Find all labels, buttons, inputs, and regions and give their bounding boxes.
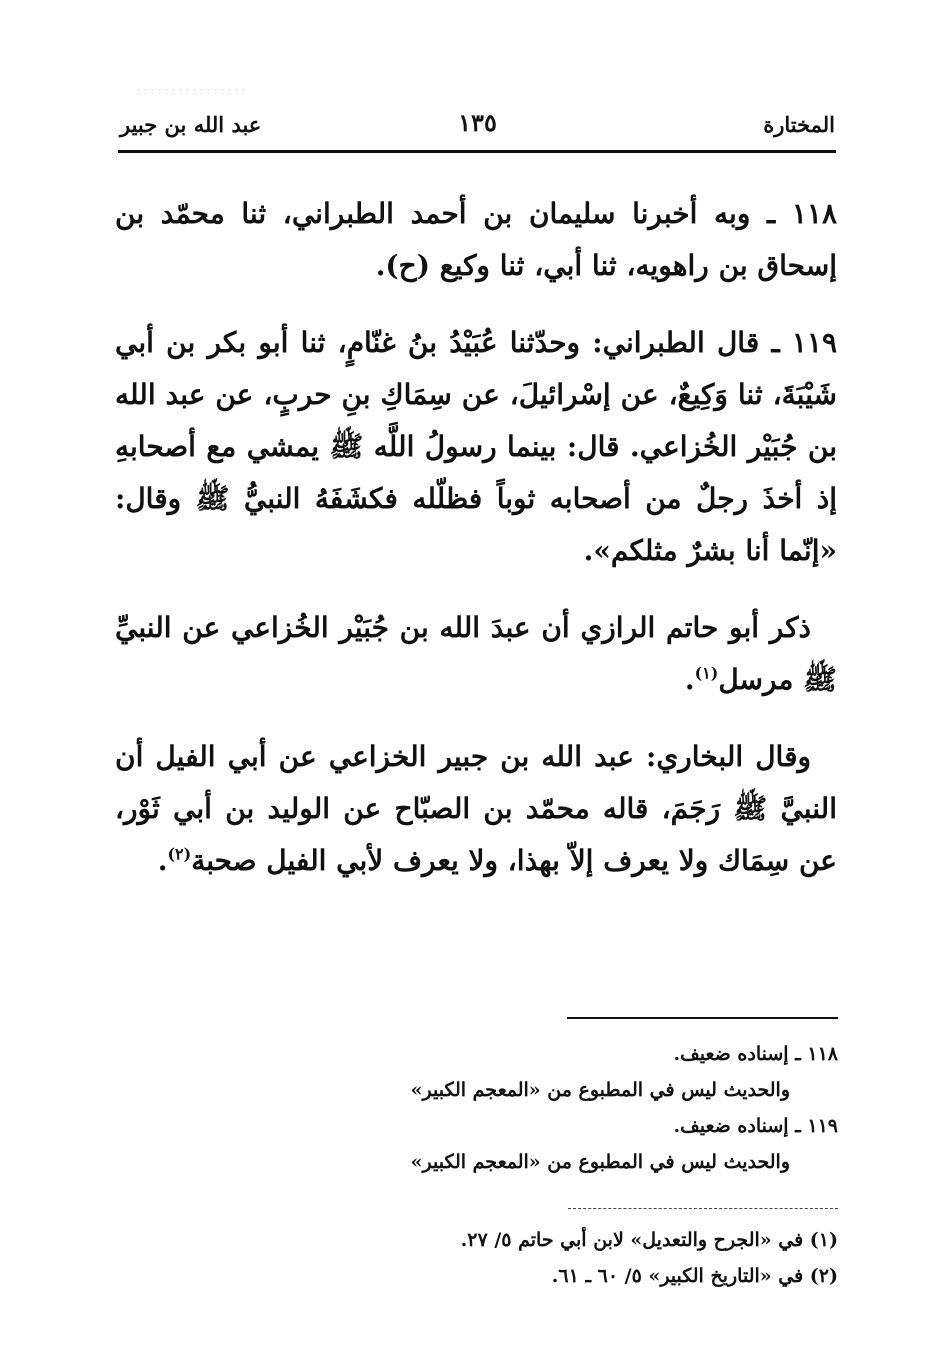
footnote-ref-2: (٢) <box>167 844 192 864</box>
note-118: ١١٨ ـ إسناده ضعيف. <box>673 1043 838 1065</box>
commentary-abu-hatim-text: ذكر أبو حاتم الرازي أن عبدَ الله بن جُبَيْر الخُزاعي عن النبيِّ ﷺ مرسل <box>115 611 837 696</box>
book-title: المختارة <box>763 112 835 137</box>
hadith-119: ١١٩ ـ قال الطبراني: وحدّثنا عُبَيْدُ بنُ غنّامٍ، ثنا أبو بكر بن أبي شَيْبَةَ، ثنا وَكِيعٌ، عن إسْرائيلَ، عن سِمَاكِ بنِ حربٍ، عن عبد الله بن جُبَيْر الخُزاعي. قال: بينما رسولُ اللَّه ﷺ يمشي مع أصحابهِ إذ أخذَ رجلٌ من أصحابه ثوباً فظلّله فكشَفَهُ النبيُّ ﷺ وقال: «إنّما أنا بشرٌ مثلكم». <box>115 326 837 567</box>
note-118-detail: والحديث ليس في المطبوع من «المعجم الكبير» <box>410 1079 790 1101</box>
header-rule <box>118 150 836 153</box>
note-119: ١١٩ ـ إسناده ضعيف. <box>673 1115 838 1137</box>
commentary-bukhari-text: وقال البخاري: عبد الله بن جبير الخزاعي عن أبي الفيل أن النبيَّ ﷺ رَجَمَ، قاله محمّد بن الصبّاح عن الوليد بن أبي ثَوْر، عن سِمَاك ولا يعرف إلاّ بهذا، ولا يعرف لأبي الفيل صحبة <box>115 740 837 877</box>
reference-1: (١) في «الجرح والتعديل» لابن أبي حاتم ٥/ ٢٧. <box>460 1229 838 1251</box>
hadith-118: ١١٨ ـ وبه أخبرنا سليمان بن أحمد الطبراني، ثنا محمّد بن إسحاق بن راهويه، ثنا أبي، ثنا وكيع (ح). <box>115 197 837 282</box>
main-text <box>115 188 837 912</box>
commentary-bukhari <box>115 731 837 887</box>
commentary-abu-hatim <box>115 602 837 706</box>
note-119-detail: والحديث ليس في المطبوع من «المعجم الكبير» <box>410 1151 790 1173</box>
footnote-rule <box>567 1017 838 1019</box>
scan-speckle <box>135 88 245 94</box>
reference-2: (٢) في «التاريخ الكبير» ٥/ ٦٠ ـ ٦١. <box>551 1265 838 1287</box>
commentary-bukhari-end: . <box>157 844 168 877</box>
page-number: ١٣٥ <box>458 108 497 137</box>
dashed-divider <box>568 1208 838 1209</box>
commentary-abu-hatim-end: . <box>684 663 695 696</box>
running-header <box>120 108 835 152</box>
reference-notes <box>360 1222 838 1294</box>
section-title: عبد الله بن جبير <box>120 112 262 137</box>
footnote-ref-1: (١) <box>694 663 719 683</box>
hadith-notes <box>360 1036 838 1180</box>
